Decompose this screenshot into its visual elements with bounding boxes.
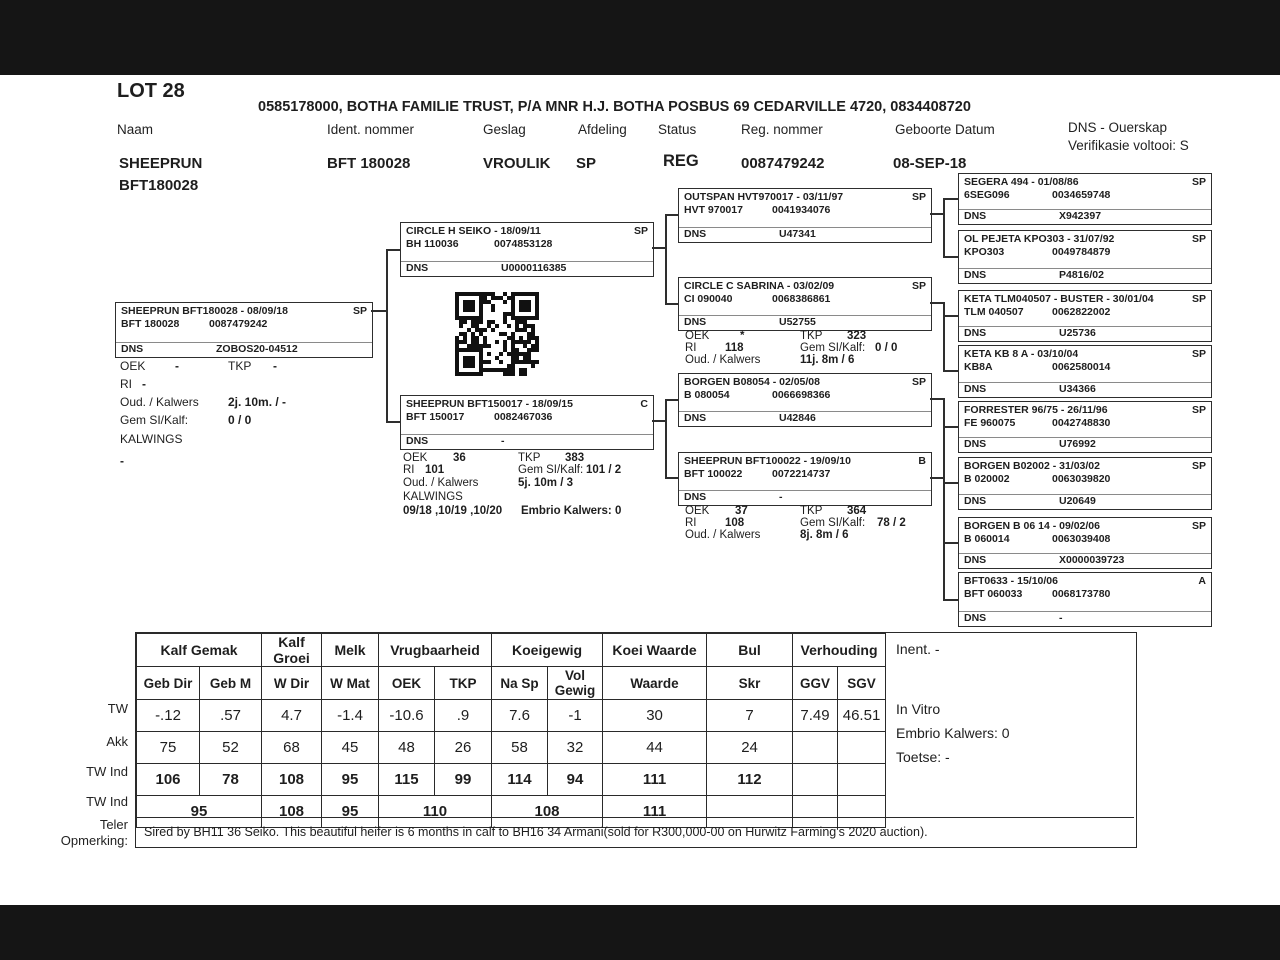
tkp-label: TKP — [800, 505, 823, 517]
status-flag: SP — [911, 280, 926, 292]
dns-value: P4816/02 — [1059, 269, 1104, 281]
dns-label: DNS — [684, 316, 707, 328]
animal-title: OL PEJETA KPO303 - 31/07/92 — [964, 233, 1115, 245]
ri-label: RI — [685, 517, 697, 529]
top-black-bar — [0, 0, 1280, 75]
geboorte-value: 08-SEP-18 — [893, 155, 967, 172]
connector-line — [652, 420, 665, 422]
dns-label: DNS — [964, 383, 987, 395]
dns-value: U20649 — [1059, 495, 1096, 507]
cell — [793, 732, 838, 764]
dns-label: DNS — [121, 343, 144, 355]
animal-title: SHEEPRUN BFT180028 - 08/09/18 — [121, 305, 288, 317]
teler-label: Teler — [99, 817, 128, 832]
ri-label: RI — [403, 464, 415, 476]
dns-label: DNS — [964, 210, 987, 222]
connector-line — [943, 370, 958, 372]
connector-line — [665, 399, 678, 401]
dns-label: DNS — [964, 612, 987, 624]
cell: 7 — [707, 700, 793, 732]
performance-table-section — [135, 632, 1137, 848]
pedigree-box-g4-0 — [958, 173, 1212, 225]
pedigree-box-g3-3 — [678, 452, 932, 506]
geslag-value: VROULIK — [483, 155, 551, 172]
cell: 68 — [262, 732, 322, 764]
connector-line — [943, 398, 945, 483]
cell: 99 — [435, 764, 492, 796]
column-header: TKP — [435, 667, 492, 700]
animal-title: BFT0633 - 15/10/06 — [964, 575, 1058, 587]
column-header-row — [137, 667, 886, 700]
ident-label: Ident. nommer — [327, 122, 415, 137]
ri-label: RI — [120, 377, 132, 391]
animal-title: CIRCLE C SABRINA - 03/02/09 — [684, 280, 835, 292]
row-label-tw: TW — [107, 701, 128, 716]
animal-reg: 0042748830 — [1052, 417, 1111, 429]
invitro-note: In Vitro — [896, 701, 941, 717]
cell: 95 — [137, 796, 262, 828]
oud-label: Oud. / Kalwers — [403, 477, 479, 489]
status-flag: B — [918, 455, 926, 467]
column-header: Geb M — [200, 667, 262, 700]
gem-label: Gem SI/Kalf: — [800, 517, 866, 529]
column-header: Na Sp — [492, 667, 548, 700]
cell — [793, 764, 838, 796]
cell: 111 — [603, 796, 707, 828]
group-header: Bul — [707, 634, 793, 667]
column-header: W Dir — [262, 667, 322, 700]
notes-panel — [885, 633, 1137, 817]
animal-title: OUTSPAN HVT970017 - 03/11/97 — [684, 191, 844, 203]
cell: 108 — [262, 796, 322, 828]
dns-value: - — [779, 491, 783, 503]
cell: 52 — [200, 732, 262, 764]
row-label-akk: Akk — [106, 734, 128, 749]
group-header: Kalf Gemak — [137, 634, 262, 667]
animal-name-line2: BFT180028 — [119, 177, 199, 194]
dns-label: DNS — [684, 491, 707, 503]
column-header: SGV — [838, 667, 886, 700]
animal-id: TLM 040507 — [964, 306, 1024, 318]
animal-reg: 0062580014 — [1052, 361, 1111, 373]
connector-line — [665, 303, 678, 305]
animal-title: KETA TLM040507 - BUSTER - 30/01/04 — [964, 293, 1154, 305]
group-header: Verhouding — [793, 634, 886, 667]
dns-label: DNS — [406, 262, 429, 274]
status-flag: SP — [1191, 176, 1206, 188]
animal-id: 6SEG096 — [964, 189, 1010, 201]
cell: 95 — [322, 764, 379, 796]
cell: 75 — [137, 732, 200, 764]
embrio-note: Embrio Kalwers: 0 — [896, 725, 1010, 741]
oud-label: Oud. / Kalwers — [685, 529, 761, 541]
group-header: Koeigewig — [492, 634, 603, 667]
animal-id: HVT 970017 — [684, 204, 743, 216]
oek-value: - — [175, 359, 179, 373]
animal-reg: 0063039408 — [1052, 533, 1111, 545]
connector-line — [665, 399, 667, 479]
cell: 24 — [707, 732, 793, 764]
dns-label: DNS — [406, 435, 429, 447]
dns-label: DNS — [964, 554, 987, 566]
cell: 46.51 — [838, 700, 886, 732]
pedigree-box-g3-0 — [678, 188, 932, 243]
ri-value: 118 — [725, 342, 744, 354]
column-header: OEK — [379, 667, 435, 700]
qr-code — [455, 292, 539, 376]
oud-value: 8j. 8m / 6 — [800, 529, 849, 541]
connector-line — [930, 398, 943, 400]
dns-value: X0000039723 — [1059, 554, 1125, 566]
animal-reg: 0072214737 — [772, 468, 831, 480]
row-label-twind2: TW Ind — [86, 794, 128, 809]
dns-value: U25736 — [1059, 327, 1096, 339]
animal-id: BFT 150017 — [406, 411, 465, 423]
bottom-black-bar — [0, 905, 1280, 960]
cell: 114 — [492, 764, 548, 796]
ri-value: 101 — [425, 464, 445, 476]
cell: 7.49 — [793, 700, 838, 732]
toetse-note: Toetse: - — [896, 749, 950, 765]
animal-id: BFT 100022 — [684, 468, 743, 480]
connector-line — [943, 315, 958, 317]
connector-line — [652, 247, 665, 249]
cell: -1 — [548, 700, 603, 732]
pedigree-box-g4-7 — [958, 572, 1212, 627]
cell: 44 — [603, 732, 707, 764]
column-header: Geb Dir — [137, 667, 200, 700]
pedigree-box-g4-5 — [958, 457, 1212, 510]
oek-label: OEK — [403, 452, 428, 464]
column-header: Skr — [707, 667, 793, 700]
connector-line — [930, 213, 943, 215]
animal-id: BH 110036 — [406, 238, 459, 250]
ri-label: RI — [685, 342, 697, 354]
animal-title: SHEEPRUN BFT100022 - 19/09/10 — [684, 455, 851, 467]
cell: -10.6 — [379, 700, 435, 732]
oek-label: OEK — [685, 505, 710, 517]
pedigree-box-g4-2 — [958, 290, 1212, 342]
cell: 26 — [435, 732, 492, 764]
dns-label: DNS — [964, 327, 987, 339]
dns-value: U76992 — [1059, 438, 1096, 450]
animal-reg: 0063039820 — [1052, 473, 1111, 485]
status-flag: SP — [1191, 293, 1206, 305]
cell: 111 — [603, 764, 707, 796]
kalwings-label: KALWINGS — [403, 491, 463, 503]
cell: 110 — [379, 796, 492, 828]
cell — [838, 732, 886, 764]
inent-note: Inent. - — [896, 641, 940, 657]
tkp-label: TKP — [228, 359, 252, 373]
tkp-value: 364 — [847, 505, 867, 517]
dns-label: DNS — [964, 495, 987, 507]
connector-line — [943, 198, 945, 257]
cell: 30 — [603, 700, 707, 732]
oud-label: Oud. / Kalwers — [685, 354, 761, 366]
group-header: Koei Waarde — [603, 634, 707, 667]
cell: 7.6 — [492, 700, 548, 732]
dns-value: U0000116385 — [501, 262, 567, 274]
animal-title: SEGERA 494 - 01/08/86 — [964, 176, 1079, 188]
status-flag: SP — [633, 225, 648, 237]
animal-reg: 0034659748 — [1052, 189, 1111, 201]
pedigree-box-subject — [115, 302, 373, 358]
dns-value: - — [1059, 612, 1063, 624]
oek-value: 36 — [453, 452, 466, 464]
gem-label: Gem SI/Kalf: — [120, 413, 189, 427]
connector-line — [943, 482, 958, 484]
connector-line — [386, 249, 400, 251]
oud-value: 5j. 10m / 3 — [518, 477, 573, 489]
status-value: REG — [663, 152, 699, 170]
animal-reg: 0062822002 — [1052, 306, 1111, 318]
cell: 108 — [262, 764, 322, 796]
afdeling-label: Afdeling — [578, 122, 627, 137]
cell: 106 — [137, 764, 200, 796]
cell: 4.7 — [262, 700, 322, 732]
afdeling-value: SP — [576, 155, 597, 172]
column-header: Vol Gewig — [548, 667, 603, 700]
row-label-twind: TW Ind — [86, 764, 128, 779]
animal-id: KB8A — [964, 361, 993, 373]
twind-row — [137, 764, 886, 796]
group-header-row — [137, 634, 886, 667]
pedigree-box-g4-3 — [958, 345, 1212, 398]
animal-id: CI 090040 — [684, 293, 733, 305]
cell: .57 — [200, 700, 262, 732]
reg-label: Reg. nommer — [741, 122, 823, 137]
cell: 45 — [322, 732, 379, 764]
ri-value: 108 — [725, 517, 745, 529]
animal-id: FE 960075 — [964, 417, 1016, 429]
status-flag: SP — [1191, 520, 1206, 532]
connector-line — [943, 426, 958, 428]
animal-id: B 080054 — [684, 389, 730, 401]
animal-id: KPO303 — [964, 246, 1005, 258]
cell: 115 — [379, 764, 435, 796]
animal-title: CIRCLE H SEIKO - 18/09/11 — [406, 225, 541, 237]
dns-value: ZOBOS20-04512 — [216, 343, 298, 355]
connector-line — [943, 256, 958, 258]
akk-row — [137, 732, 886, 764]
connector-line — [943, 599, 958, 601]
oek-value: * — [740, 330, 745, 342]
connector-line — [386, 421, 400, 423]
lot-number: LOT 28 — [117, 80, 185, 102]
kalwings-label: KALWINGS — [120, 432, 183, 446]
animal-title: KETA KB 8 A - 03/10/04 — [964, 348, 1079, 360]
animal-name-line1: SHEEPRUN — [119, 155, 203, 172]
geboorte-label: Geboorte Datum — [895, 122, 995, 137]
cell: -.12 — [137, 700, 200, 732]
ri-value: - — [142, 377, 146, 391]
pedigree-box-g4-1 — [958, 230, 1212, 284]
animal-reg: 0041934076 — [772, 204, 831, 216]
gem-value: 78 / 2 — [877, 517, 906, 529]
geslag-label: Geslag — [483, 122, 526, 137]
oud-label: Oud. / Kalwers — [120, 395, 199, 409]
animal-id: B 060014 — [964, 533, 1010, 545]
tw-row — [137, 700, 886, 732]
gem-value: 0 / 0 — [875, 342, 898, 354]
dns-ouerskap-label: DNS - Ouerskap — [1068, 120, 1168, 135]
dns-value: U47341 — [779, 228, 816, 240]
tkp-value: - — [273, 359, 277, 373]
dns-label: DNS — [684, 228, 707, 240]
performance-table — [136, 633, 886, 828]
dns-label: DNS — [684, 412, 707, 424]
dns-verifikasie-label: Verifikasie voltooi: S — [1068, 138, 1189, 153]
naam-label: Naam — [117, 122, 154, 137]
pedigree-box-g3-1 — [678, 277, 932, 331]
ident-value: BFT 180028 — [327, 155, 411, 172]
cell: 78 — [200, 764, 262, 796]
connector-line — [386, 249, 388, 422]
cell: .9 — [435, 700, 492, 732]
dns-value: U52755 — [779, 316, 816, 328]
animal-title: BORGEN B02002 - 31/03/02 — [964, 460, 1100, 472]
connector-line — [943, 302, 945, 371]
status-flag: SP — [1191, 233, 1206, 245]
connector-line — [665, 214, 667, 304]
dns-label: DNS — [964, 269, 987, 281]
gem-value: 0 / 0 — [228, 413, 252, 427]
animal-title: FORRESTER 96/75 - 26/11/96 — [964, 404, 1108, 416]
dns-value: U34366 — [1059, 383, 1096, 395]
connector-line — [665, 477, 678, 479]
opmerking-label: Opmerking: — [60, 833, 128, 848]
breeder-comment: Sired by BH11 36 Seiko. This beautiful heifer is 6 months in calf to BH16 34 Armani(sold for R300,000-00 on Hurwitz Farming's 2020 auction). — [136, 817, 1134, 846]
status-flag: SP — [1191, 460, 1206, 472]
status-flag: C — [640, 398, 648, 410]
connector-line — [943, 198, 958, 200]
status-flag: SP — [911, 191, 926, 203]
reg-value: 0087479242 — [741, 155, 825, 172]
status-label: Status — [658, 122, 697, 137]
embrio-value: Embrio Kalwers: 0 — [521, 505, 622, 517]
animal-id: B 020002 — [964, 473, 1010, 485]
dns-value: - — [501, 435, 505, 447]
tkp-value: 383 — [565, 452, 585, 464]
connector-line — [665, 214, 678, 216]
status-flag: SP — [352, 305, 367, 317]
tkp-label: TKP — [518, 452, 541, 464]
dns-label: DNS — [964, 438, 987, 450]
cell: 48 — [379, 732, 435, 764]
animal-reg: 0049784879 — [1052, 246, 1111, 258]
animal-reg: 0068386861 — [772, 293, 831, 305]
cell: 95 — [322, 796, 379, 828]
animal-title: SHEEPRUN BFT150017 - 18/09/15 — [406, 398, 573, 410]
connector-line — [930, 302, 943, 304]
oud-value: 11j. 8m / 6 — [800, 354, 855, 366]
column-header: W Mat — [322, 667, 379, 700]
dns-value: U42846 — [779, 412, 816, 424]
kalwings-value: - — [120, 454, 124, 468]
cell: 32 — [548, 732, 603, 764]
connector-line — [943, 542, 958, 544]
group-header: Vrugbaarheid — [379, 634, 492, 667]
group-header: Kalf Groei — [262, 634, 322, 667]
dns-value: X942397 — [1059, 210, 1102, 222]
owner-line: 0585178000, BOTHA FAMILIE TRUST, P/A MNR H.J. BOTHA POSBUS 69 CEDARVILLE 4720, 0834408720 — [258, 99, 971, 115]
cell — [838, 764, 886, 796]
status-flag: SP — [1191, 348, 1206, 360]
pedigree-box-g4-6 — [958, 517, 1212, 569]
tkp-value: 323 — [847, 330, 867, 342]
column-header: Waarde — [603, 667, 707, 700]
pedigree-box-dam — [400, 395, 654, 450]
tkp-label: TKP — [800, 330, 823, 342]
pedigree-box-g3-2 — [678, 373, 932, 427]
group-header: Melk — [322, 634, 379, 667]
status-flag: SP — [911, 376, 926, 388]
oud-value: 2j. 10m. / - — [228, 395, 287, 409]
connector-line — [930, 477, 943, 479]
cell: -1.4 — [322, 700, 379, 732]
gem-label: Gem SI/Kalf: — [518, 464, 584, 476]
connector-line — [371, 310, 386, 312]
gem-label: Gem SI/Kalf: — [800, 342, 866, 354]
status-flag: A — [1198, 575, 1206, 587]
cell: 108 — [492, 796, 603, 828]
status-flag: SP — [1191, 404, 1206, 416]
oek-value: 37 — [735, 505, 748, 517]
animal-reg: 0066698366 — [772, 389, 831, 401]
animal-id: BFT 180028 — [121, 318, 180, 330]
kalwings-value: 09/18 ,10/19 ,10/20 — [403, 505, 503, 517]
cell: 58 — [492, 732, 548, 764]
animal-reg: 0082467036 — [494, 411, 553, 423]
cell: 94 — [548, 764, 603, 796]
oek-label: OEK — [120, 359, 146, 373]
gem-value: 101 / 2 — [586, 464, 622, 476]
animal-title: BORGEN B 06 14 - 09/02/06 — [964, 520, 1100, 532]
animal-id: BFT 060033 — [964, 588, 1023, 600]
pedigree-box-sire — [400, 222, 654, 277]
pedigree-box-g4-4 — [958, 401, 1212, 453]
column-header: GGV — [793, 667, 838, 700]
connector-line — [943, 477, 945, 600]
animal-reg: 0074853128 — [494, 238, 553, 250]
oek-label: OEK — [685, 330, 710, 342]
animal-reg: 0068173780 — [1052, 588, 1111, 600]
animal-title: BORGEN B08054 - 02/05/08 — [684, 376, 820, 388]
cell: 112 — [707, 764, 793, 796]
animal-reg: 0087479242 — [209, 318, 268, 330]
